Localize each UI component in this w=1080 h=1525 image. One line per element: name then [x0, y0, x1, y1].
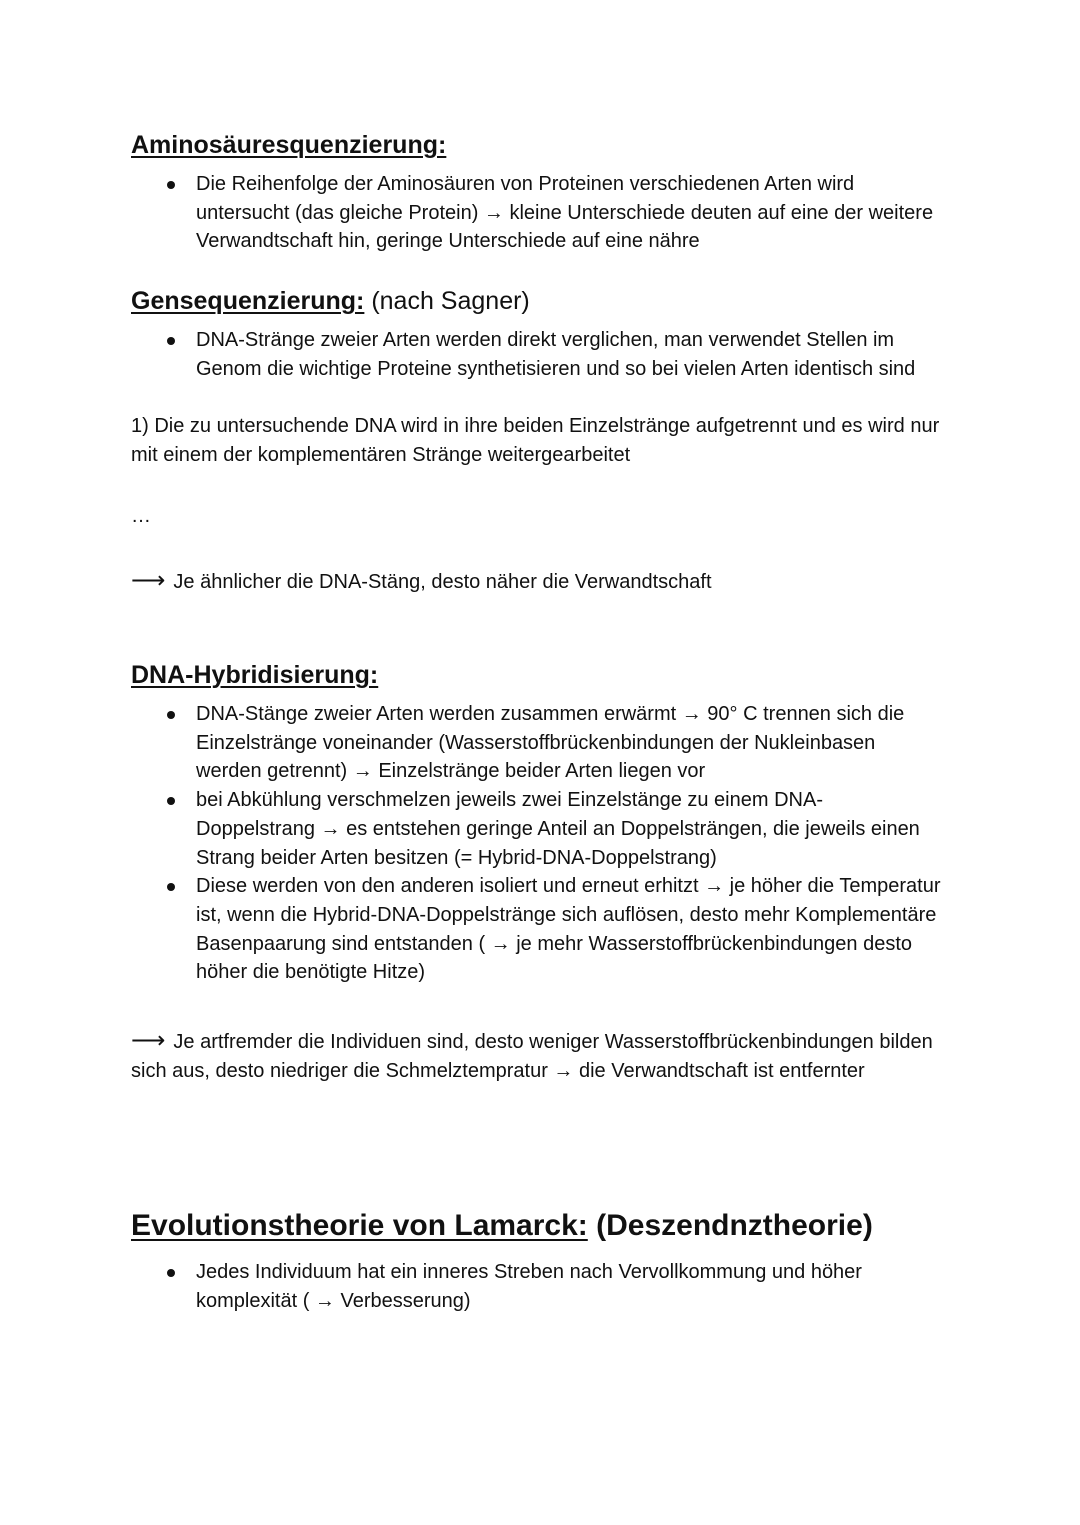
- gensequenz-conclusion: [131, 567, 946, 597]
- bullet-icon: [167, 711, 175, 719]
- gensequenz-step-1: 1) Die zu untersuchende DNA wird in ihre beiden Einzelstränge aufgetrennt und es wird nur mit einem der komplementären Stränge weitergearbeitet: [131, 415, 940, 466]
- heading-suffix: (nach Sagner): [364, 287, 530, 315]
- bullet-text: Diese werden von den anderen isoliert und erneut erhitzt → je höher die Temperatur ist, wenn die Hybrid-DNA-Doppelstränge sich auflösen, desto mehr Komplementäre Basenpaarung sind entstanden ( → je mehr Wasserstoffbrückenbindungen desto höher die benötigte Hitze): [196, 875, 941, 984]
- bullet-icon: [167, 337, 175, 345]
- bullet-icon: [167, 181, 175, 189]
- list-item: [131, 1258, 941, 1315]
- aminosaeure-bullet-list: [131, 170, 941, 256]
- long-arrow-right-icon: ⟶: [131, 567, 166, 594]
- heading-dna-hybridisierung: [131, 660, 378, 690]
- heading-evolutionstheorie-lamarck: [131, 1208, 873, 1244]
- bullet-icon: [167, 1269, 175, 1277]
- long-arrow-right-icon: ⟶: [131, 1027, 166, 1054]
- bullet-text: Die Reihenfolge der Aminosäuren von Proteinen verschiedenen Arten wird untersucht (das gleiche Protein) → kleine Unterschiede deuten auf eine der weitere Verwandtschaft hin, geringe Unterschiede auf eine nähre: [196, 173, 934, 253]
- heading-text: Gensequenzierung:: [131, 287, 365, 315]
- bullet-icon: [167, 797, 175, 805]
- bullet-icon: [167, 883, 175, 891]
- heading-suffix: (Deszendnztheorie): [587, 1209, 873, 1242]
- list-item: [131, 700, 941, 786]
- heading-text: DNA-Hybridisierung:: [131, 661, 379, 689]
- bullet-text: DNA-Stränge zweier Arten werden direkt verglichen, man verwendet Stellen im Genom die wichtige Proteine synthetisieren und so bei vielen Arten identisch sind: [196, 329, 916, 380]
- heading-text: Aminosäuresquenzierung:: [131, 131, 447, 159]
- bullet-text: bei Abkühlung verschmelzen jeweils zwei Einzelstänge zu einem DNA-Doppelstrang → es entstehen geringe Anteil an Doppelsträngen, die jeweils einen Strang beider Arten besitzen (= Hybrid-DNA-Doppelstrang): [196, 789, 920, 869]
- bullet-text: DNA-Stänge zweier Arten werden zusammen erwärmt → 90° C trennen sich die Einzelstränge voneinander (Wasserstoffbrückenbindungen der Nukleinbasen werden getrennt) → Einzelstränge beider Arten liegen vor: [196, 703, 905, 783]
- lamarck-bullet-list: [131, 1258, 941, 1315]
- conclusion-text: Je artfremder die Individuen sind, desto weniger Wasserstoffbrückenbindungen bilden sich aus, desto niedriger die Schmelztempratur → die Verwandtschaft ist entfernter: [131, 1031, 933, 1082]
- list-item: [131, 326, 941, 383]
- ellipsis: …: [131, 505, 151, 527]
- heading-gensequenzierung: [131, 286, 530, 316]
- hybridisierung-bullet-list: [131, 700, 941, 987]
- heading-text: Evolutionstheorie von Lamarck:: [131, 1209, 588, 1242]
- bullet-text: Jedes Individuum hat ein inneres Streben nach Vervollkommung und höher komplexität ( → Verbesserung): [196, 1261, 862, 1312]
- gensequenz-bullet-list: [131, 326, 941, 383]
- list-item: [131, 872, 941, 987]
- hybridisierung-conclusion: [131, 1027, 946, 1085]
- conclusion-text: Je ähnlicher die DNA-Stäng, desto näher die Verwandtschaft: [173, 571, 712, 593]
- list-item: [131, 170, 941, 256]
- heading-aminosaeuresequenzierung: [131, 130, 446, 160]
- list-item: [131, 786, 941, 872]
